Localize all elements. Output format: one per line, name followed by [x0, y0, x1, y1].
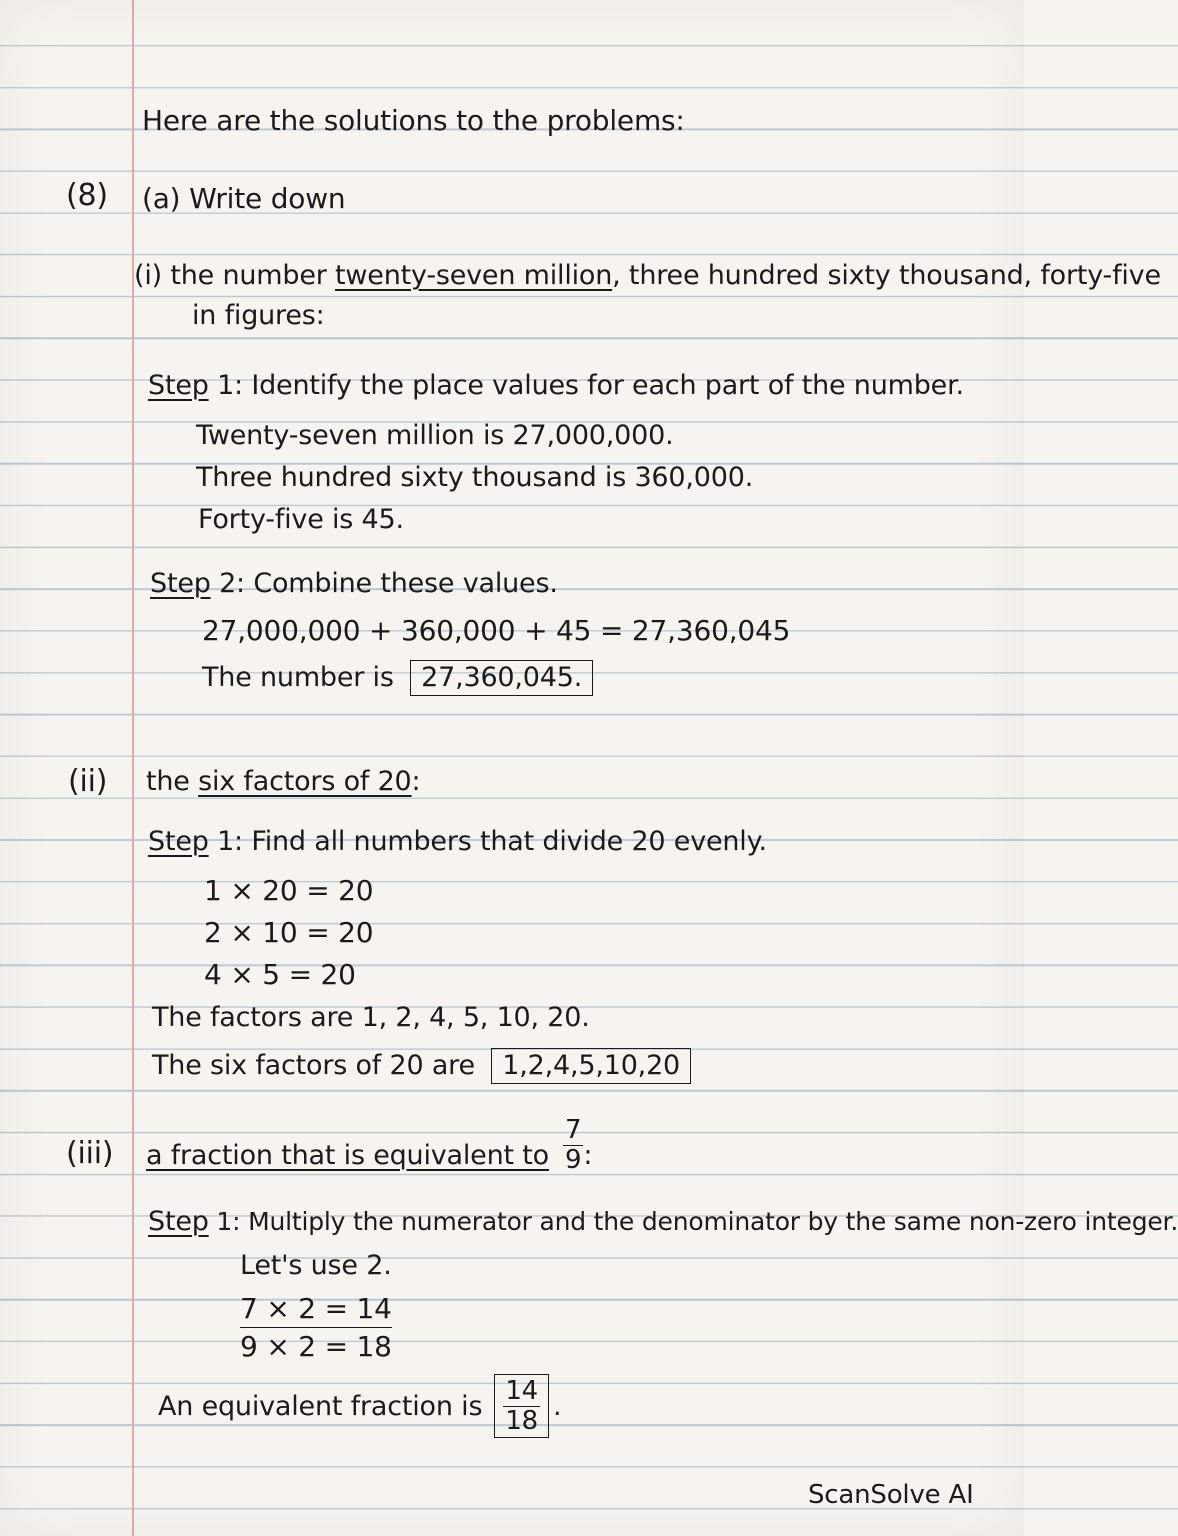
prompt-fraction: [563, 1116, 583, 1174]
calc-numerator: 7 × 2 = 14: [240, 1292, 392, 1328]
part-ii-step1: [148, 826, 767, 857]
part-ii-prompt-post: :: [411, 766, 421, 797]
step-label: Step: [148, 370, 209, 401]
part-i-prompt: [134, 260, 1161, 291]
place-value-line-3: Forty-five is 45.: [198, 504, 404, 535]
calc-denominator: 9 × 2 = 18: [240, 1330, 392, 1363]
prompt-fraction-denominator: 9: [564, 1144, 582, 1175]
answer-text: An equivalent fraction is: [158, 1390, 483, 1422]
step-label: Step: [148, 1206, 209, 1237]
part-a-heading: (a) Write down: [142, 182, 346, 215]
use-line: Let's use 2.: [240, 1250, 392, 1281]
part-i-step2: [150, 568, 558, 599]
fraction-calculation: [240, 1292, 392, 1363]
part-i-prompt-underlined: twenty-seven million: [335, 260, 613, 291]
part-iii-prompt-post: :: [583, 1139, 593, 1171]
factors-line: The factors are 1, 2, 4, 5, 10, 20.: [152, 1002, 590, 1033]
place-value-line-2: Three hundred sixty thousand is 360,000.: [196, 462, 754, 493]
factor-pair-1: 1 × 20 = 20: [204, 874, 374, 907]
part-iii-prompt-text: a fraction that is equivalent to: [146, 1139, 549, 1171]
step-label: Step: [148, 826, 209, 857]
part-iii-prompt: [146, 1116, 592, 1174]
answer-denominator: 18: [505, 1405, 539, 1436]
answer-numerator: 14: [505, 1376, 539, 1406]
step-label: Step: [150, 568, 211, 599]
combine-equation: 27,000,000 + 360,000 + 45 = 27,360,045: [202, 614, 791, 647]
step-text: 1: Multiply the numerator and the denominator by the same non-zero integer.: [208, 1207, 1178, 1236]
part-iii-answer: [158, 1374, 561, 1438]
factor-pair-3: 4 × 5 = 20: [204, 958, 356, 991]
part-i-answer: [202, 660, 593, 696]
part-ii-label: (ii): [68, 764, 108, 799]
factor-pair-2: 2 × 10 = 20: [204, 916, 374, 949]
part-ii-prompt-underlined: six factors of 20: [198, 766, 412, 797]
answer-post: .: [553, 1390, 562, 1422]
answer-text: The number is: [202, 662, 394, 693]
part-ii-prompt-pre: the: [146, 766, 199, 797]
question-number: (8): [66, 178, 108, 213]
answer-text: The six factors of 20 are: [152, 1050, 475, 1081]
step-text: 1: Find all numbers that divide 20 evenly.: [208, 826, 767, 857]
part-i-step1: [148, 370, 964, 401]
step-text: 2: Combine these values.: [210, 568, 558, 599]
part-i-prompt-line2: in figures:: [192, 300, 325, 331]
prompt-fraction-numerator: 7: [564, 1115, 582, 1145]
part-i-prompt-pre: the number: [170, 260, 336, 291]
answer-box: 27,360,045.: [410, 660, 593, 696]
part-ii-answer: [152, 1048, 691, 1084]
answer-box: 1,2,4,5,10,20: [491, 1048, 691, 1084]
part-iii-label: (iii): [66, 1136, 114, 1171]
intro-heading: Here are the solutions to the problems:: [142, 104, 685, 137]
part-iii-step1: [148, 1206, 1178, 1237]
answer-fraction-box: [494, 1374, 549, 1438]
part-i-prompt-post: , three hundred sixty thousand, forty-five: [612, 260, 1161, 291]
step-text: 1: Identify the place values for each part of the number.: [208, 370, 964, 401]
part-ii-prompt: [146, 766, 420, 797]
margin-line: [132, 0, 134, 1536]
watermark: ScanSolve AI: [808, 1480, 974, 1510]
place-value-line-1: Twenty-seven million is 27,000,000.: [196, 420, 674, 451]
part-i-label: (i): [134, 260, 162, 291]
